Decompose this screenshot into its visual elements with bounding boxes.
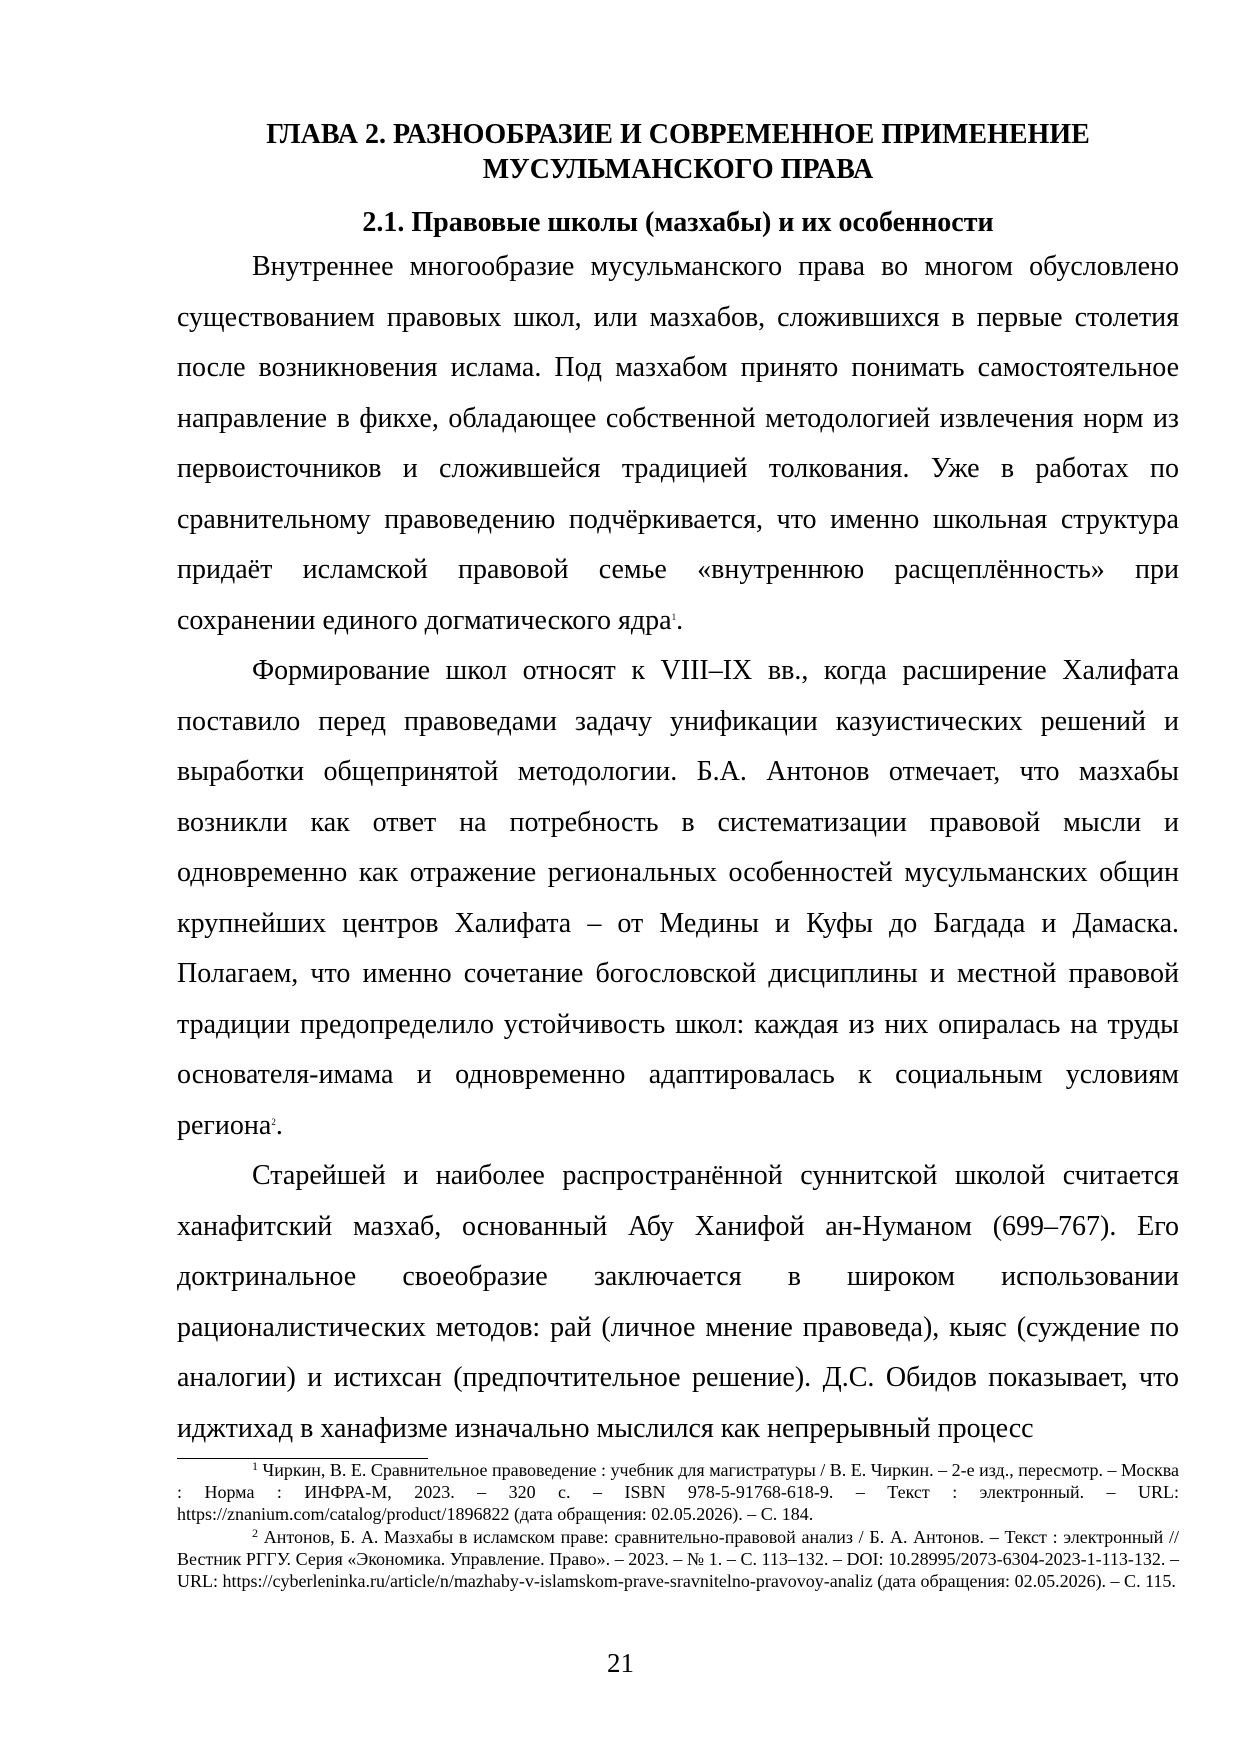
paragraph-end: . bbox=[676, 604, 684, 636]
body-paragraph bbox=[177, 242, 1179, 646]
chapter-title: ГЛАВА 2. РАЗНООБРАЗИЕ И СОВРЕМЕННОЕ ПРИМЕНЕНИЕ МУСУЛЬМАНСКОГО ПРАВА bbox=[266, 119, 1090, 185]
footnote-text: Чиркин, В. Е. Сравнительное правоведение : учебник для магистратуры / В. Е. Чиркин. – 2-е изд., пересмотр. – Москва : Норма : ИНФРА-М, 2023. – 320 с. – ISBN 978-5-91768-618-9. – Текст : электронный. – URL: https://znanium.com/catalog/product/1896822 (дата обращения: 02.05.2026). – С. 184. bbox=[177, 1460, 1179, 1525]
paragraph-end: . bbox=[275, 1109, 283, 1141]
footnote bbox=[177, 1459, 1179, 1526]
footnote-number: 2 bbox=[252, 1525, 258, 1540]
document-page bbox=[177, 105, 1179, 1592]
footnote-text: Антонов, Б. А. Мазхабы в исламском праве: сравнительно-правовой анализ / Б. А. Антонов. – Текст : электронный // Вестник РГГУ. Серия «Экономика. Управление. Право». – 2023. – № 1. – С. 113–132. – DOI: 10.28995/2073-6304-2023-1-113-132. – URL: https://cyberleninka.ru/article/n/mazhaby-v-islamskom-prave-sravnitelno-pravovoy-analiz (дата обращения: 02.05.2026). – С. 115. bbox=[177, 1526, 1179, 1592]
section-title: 2.1. Правовые школы (мазхабы) и их особенности bbox=[362, 207, 994, 238]
footnote-reference[interactable]: 1 bbox=[671, 611, 677, 622]
paragraph-text: Формирование школ относят к VIII–IX вв., когда расширение Халифата поставило перед правоведами задачу унификации казуистических решений и выработки общепринятой методологии. Б.А. Антонов отмечает, что мазхабы возникли как ответ на потребность в систематизации правовой мысли и одновременно как отражение региональных особенностей мусульманских общин крупнейших центров Халифата – от Медины и Куфы до Багдада и Дамаска. Полагаем, что именно сочетание богословской дисциплины и местной правовой традиции предопределило устойчивость школ: каждая из них опиралась на труды основателя-имама и одновременно адаптировалась к социальным условиям региона bbox=[177, 655, 1179, 1141]
paragraph-text: Внутреннее многообразие мусульманского права во многом обусловлено существованием правовых школ, или мазхабов, сложившихся в первые столетия после возникновения ислама. Под мазхабом принято понимать самостоятельное направление в фикхе, обладающее собственной методологией извлечения норм из первоисточников и сложившейся традицией толкования. Уже в работах по сравнительному правоведению подчёркивается, что именно школьная структура придаёт исламской правовой семье «внутреннюю расщеплённость» при сохранении единого догматического ядра bbox=[177, 251, 1179, 636]
body-paragraph bbox=[177, 1151, 1179, 1454]
body-paragraph bbox=[177, 646, 1179, 1151]
footnote-reference[interactable]: 2 bbox=[271, 1116, 276, 1127]
footnote-number: 1 bbox=[252, 1459, 258, 1473]
page-number: 21 bbox=[607, 1648, 634, 1678]
paragraph-text: Старейшей и наиболее распространённой суннитской школой считается ханафитский мазхаб, основанный Абу Ханифой ан-Нуманом (699–767). Его доктринальное своеобразие заключается в широком использовании рационалистических методов: рай (личное мнение правоведа), кыяс (суждение по аналогии) и истихсан (предпочтительное решение). Д.С. Обидов показывает, что иджтихад в ханафизме изначально мыслился как непрерывный процесс bbox=[177, 1160, 1179, 1444]
footnote bbox=[177, 1526, 1179, 1593]
